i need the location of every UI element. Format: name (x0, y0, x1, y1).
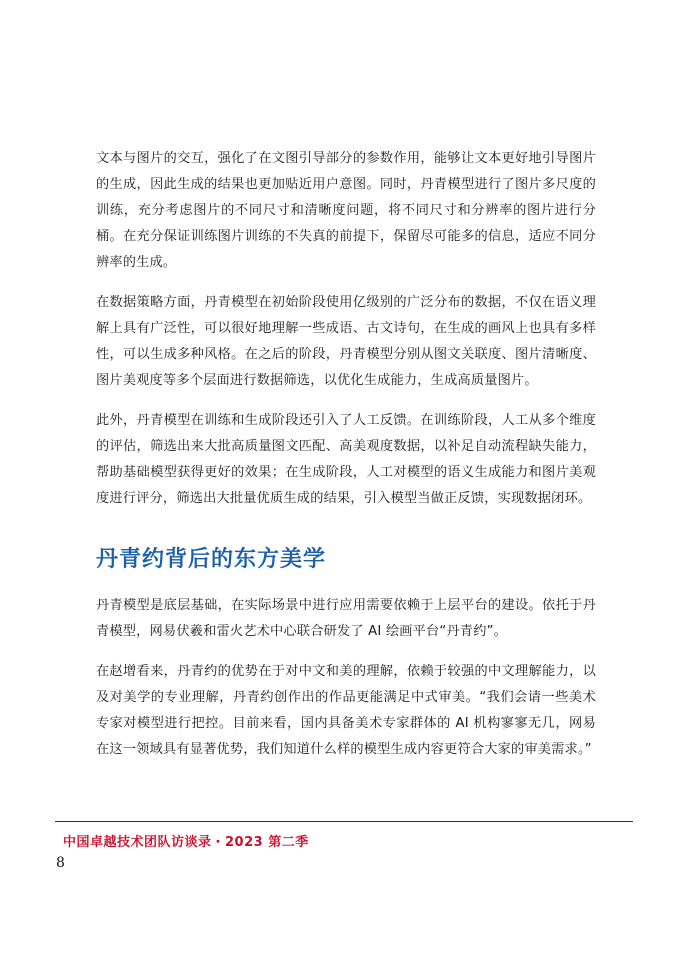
section-heading: 丹青约背后的东方美学 (96, 547, 327, 572)
footer-publication-title: 中国卓越技术团队访谈录・2023 第二季 (63, 835, 309, 850)
paragraph: 文本与图片的交互，强化了在文图引导部分的参数作用，能够让文本更好地引导图片的生成，因此生成的结果也更加贴近用户意图。同时，丹青模型进行了图片多尺度的训练，充分考虑图片的不同尺寸和清晰度问题，将不同尺寸和分辨率的图片进行分桶。在充分保证训练图片训练的不失真的前提下，保留尽可能多的信息，适应不同分辨率的生成。 (96, 151, 596, 270)
footer-divider (55, 821, 633, 822)
paragraph: 在数据策略方面，丹青模型在初始阶段使用亿级别的广泛分布的数据，不仅在语义理解上具有广泛性，可以很好地理解一些成语、古文诗句，在生成的画风上也具有多样性，可以生成多种风格。在之后的阶段，丹青模型分别从图文关联度、图片清晰度、图片美观度等多个层面进行数据筛选，以优化生成能力，生成高质量图片。 (96, 295, 596, 388)
paragraph: 丹青模型是底层基础，在实际场景中进行应用需要依赖于上层平台的建设。依托于丹青模型，网易伏羲和雷火艺术中心联合研发了 AI 绘画平台“丹青约”。 (96, 598, 596, 639)
paragraph: 此外，丹青模型在训练和生成阶段还引入了人工反馈。在训练阶段，人工从多个维度的评估，筛选出来大批高质量图文匹配、高美观度数据，以补足自动流程缺失能力，帮助基础模型获得更好的效果；在生成阶段，人工对模型的语义生成能力和图片美观度进行评分，筛选出大批量优质生成的结果，引入模型当做正反馈，实现数据闭环。 (96, 413, 596, 506)
article-body (96, 146, 596, 777)
page-number: 8 (56, 855, 65, 871)
paragraph: 在赵增看来，丹青约的优势在于对中文和美的理解，依赖于较强的中文理解能力，以及对美学的专业理解，丹青约创作出的作品更能满足中式审美。“我们会请一些美术专家对模型进行把控。目前来看，国内具备美术专家群体的 AI 机构寥寥无几，网易在这一领域具有显著优势，我们知道什么样的模型生成内容更符合大家的审美需求。” (96, 664, 596, 757)
